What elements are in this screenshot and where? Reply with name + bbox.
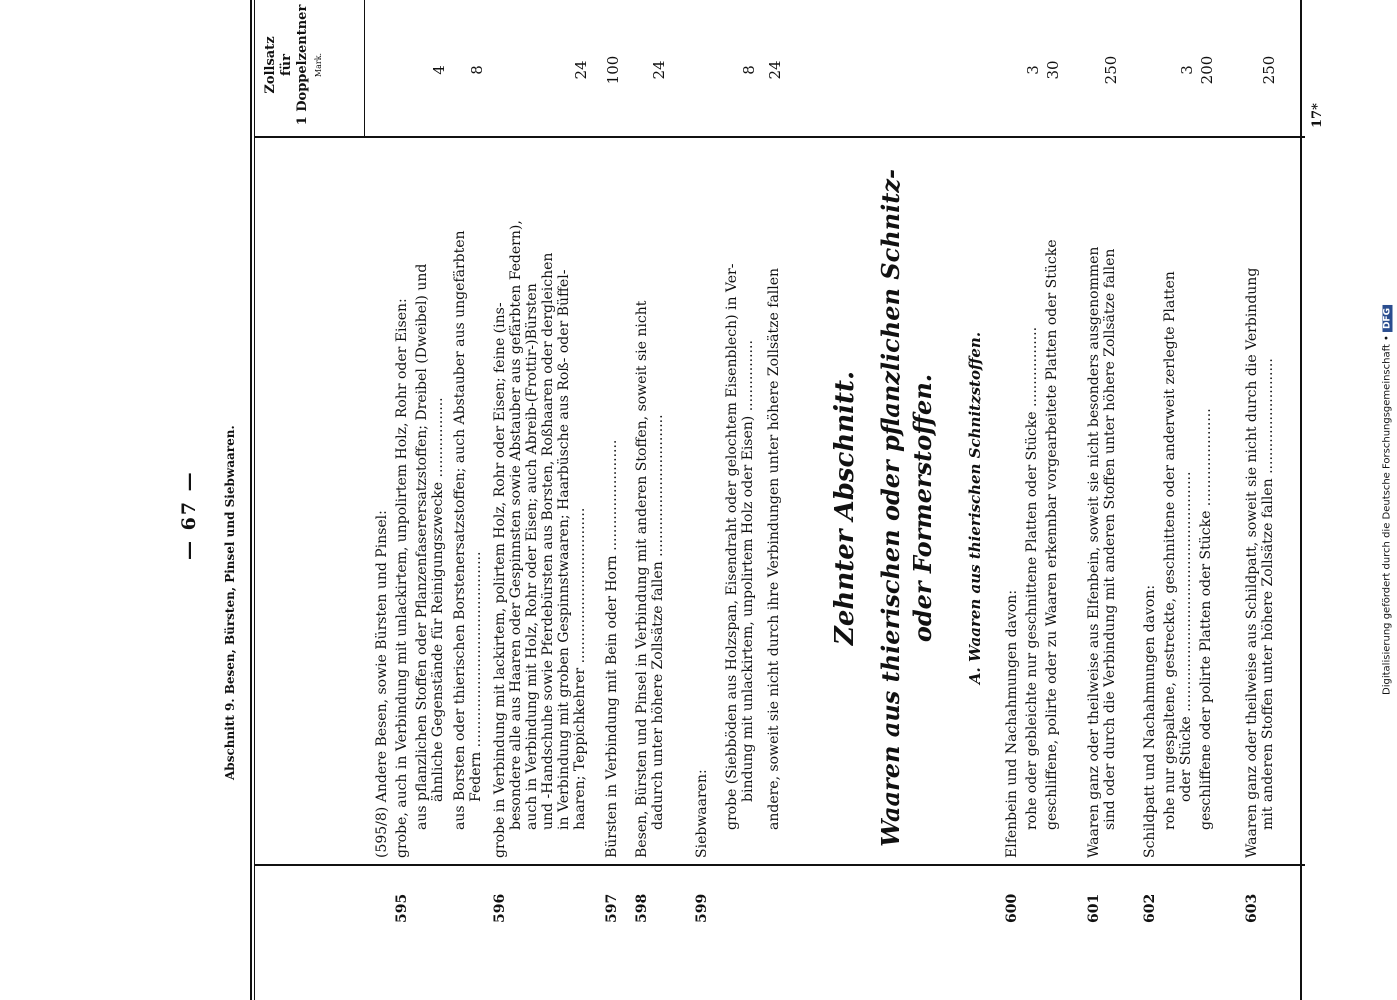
entry-line: rohe oder gebleichte nur geschnittene Platten oder Stücke .................. [1024, 326, 1040, 830]
entry-line: besondere alle aus Haaren oder Gespinnsten sowie Abstauber aus gefärbten Federn), [508, 220, 524, 830]
column-header-unit: Mark. [314, 52, 323, 78]
entry-line: grobe (Siebböden aus Holzspan, Eisendraht oder gelochtem Eisenblech) in Ver- [724, 263, 740, 830]
column-header-line: Zollsatz [263, 36, 278, 94]
entry-line: grobe in Verbindung mit lackirtem, polirtem Holz, Rohr oder Eisen; feine (ins- [492, 302, 508, 858]
rate-value: 8 [740, 65, 758, 75]
rate-value: 24 [572, 60, 590, 80]
credit-text: Digitalisierung gefördert durch die Deutsche Forschungsgemeinschaft • [1381, 335, 1393, 695]
entry-line: andere, soweit sie nicht durch ihre Verbindungen unter höhere Zollsätze fallen [766, 267, 782, 830]
entry-line: Waaren ganz oder theilweise aus Elfenbein, soweit sie nicht besonders ausgenommen [1086, 246, 1102, 858]
section-title: Zehnter Abschnitt. [830, 370, 860, 646]
entry-line: Siebwaaren: [694, 769, 710, 858]
rate-value: 3 [1178, 65, 1196, 75]
digitization-credit [1378, 10, 1396, 990]
entry-line: (595/8) Andere Besen, sowie Bürsten und Pinsel: [374, 510, 390, 858]
entry-line: mit anderen Stoffen unter höhere Zollsätze fallen .......................... [1260, 358, 1276, 830]
rate-value: 100 [604, 55, 622, 85]
entry-line: grobe, auch in Verbindung mit unlackirtem, unpolirtem Holz, Rohr oder Eisen: [394, 298, 410, 858]
entry-line: und -Handschuhe sowie Pferdebürsten aus Borsten, Roßhaaren oder dergleichen [540, 252, 556, 830]
bottom-rule [1300, 0, 1302, 1000]
entry-line: geschliffene oder polirte Platten oder Stücke ...................... [1198, 408, 1214, 830]
rate-value: 24 [766, 60, 784, 80]
entry-line: oder Stücke ...................................................... [1178, 471, 1194, 802]
entry-number: 597 [604, 893, 620, 923]
rate-value: 30 [1044, 60, 1062, 80]
entry-line: dadurch unter höhere Zollsätze fallen ................................ [650, 414, 666, 830]
entry-line: Waaren ganz oder theilweise aus Schildpatt, soweit sie nicht durch die Verbindung [1244, 267, 1260, 858]
rate-value: 3 [1024, 65, 1042, 75]
entry-line: haaren; Teppichkehrer ................................... [572, 507, 588, 830]
rate-value: 200 [1198, 55, 1216, 85]
rate-value: 24 [650, 60, 668, 80]
entry-line: auch in Verbindung mit Holz, Rohr oder Eisen; auch Abreib-(Frottir-)Bürsten [524, 283, 540, 830]
entry-line: in Verbindung mit groben Gespinnstwaaren; Haarbüsche aus Roß- oder Büffel- [556, 269, 572, 830]
credit-text-block [1382, 305, 1393, 695]
entry-number: 599 [694, 893, 710, 923]
entry-line: Elfenbein und Nachahmungen davon: [1004, 589, 1020, 858]
section-subtitle: oder Formerstoffen. [908, 373, 937, 643]
entry-line: bindung mit unlackirtem, unpolirtem Holz oder Eisen) ................ [740, 340, 756, 802]
number-column-rule [255, 864, 1305, 866]
top-rule-thin [254, 0, 255, 1000]
entry-number: 600 [1004, 893, 1020, 923]
dfg-logo: DFG [1383, 305, 1393, 332]
top-rule [250, 0, 252, 1000]
entry-number: 595 [394, 893, 410, 923]
entry-number: 603 [1244, 893, 1260, 923]
column-header-line: für [279, 54, 294, 76]
rate-value: 8 [468, 65, 486, 75]
signature-mark: 17* [1310, 103, 1325, 128]
entry-line: sind oder durch die Verbindung mit anderen Stoffen unter höhere Zollsätze fallen [1102, 248, 1118, 830]
rate-value: 4 [430, 65, 448, 75]
rate-value: 250 [1102, 55, 1120, 85]
entry-number: 602 [1142, 893, 1158, 923]
entry-line: Bürsten in Verbindung mit Bein oder Horn ......................... [604, 439, 620, 858]
entry-number: 598 [634, 893, 650, 923]
rotated-page-content [68, 0, 1328, 1000]
entry-line: aus pflanzlichen Stoffen oder Pflanzenfaserersatzstoffen; Dreibel (Dweibel) und [414, 263, 430, 830]
entry-line: Besen, Bürsten und Pinsel in Verbindung mit anderen Stoffen, soweit sie nicht [634, 300, 650, 858]
entry-line: rohe nur gespaltene, gestreckte, geschnittene oder anderweit zerlegte Platten [1162, 271, 1178, 830]
entry-line: geschliffene, polirte oder zu Waaren erkennbar vorgearbeitete Platten oder Stücke [1044, 239, 1060, 830]
subsection-heading: A. Waaren aus thierischen Schnitzstoffen. [966, 331, 984, 685]
rate-column-header [263, 0, 327, 130]
running-header: Abschnitt 9. Besen, Bürsten, Pinsel und Siebwaaren. [223, 425, 237, 780]
entry-number: 596 [492, 893, 508, 923]
section-subtitle: Waaren aus thierischen oder pflanzlichen Schnitz- [876, 169, 905, 847]
page-number: — 67 — [178, 470, 200, 560]
entry-line: Schildpatt und Nachahmungen davon: [1142, 584, 1158, 858]
entry-line: aus Borsten oder thierischen Borstenersatzstoffen; auch Abstauber aus ungefärbten [452, 230, 468, 830]
entry-number: 601 [1086, 893, 1102, 923]
column-header-line: 1 Doppelzentner [295, 4, 310, 126]
rate-value: 250 [1260, 55, 1278, 85]
entry-line: Federn ............................................ [468, 551, 484, 802]
header-rule [364, 0, 365, 136]
entry-line: ähnliche Gegenstände für Reinigungszwecke .................. [430, 397, 446, 802]
